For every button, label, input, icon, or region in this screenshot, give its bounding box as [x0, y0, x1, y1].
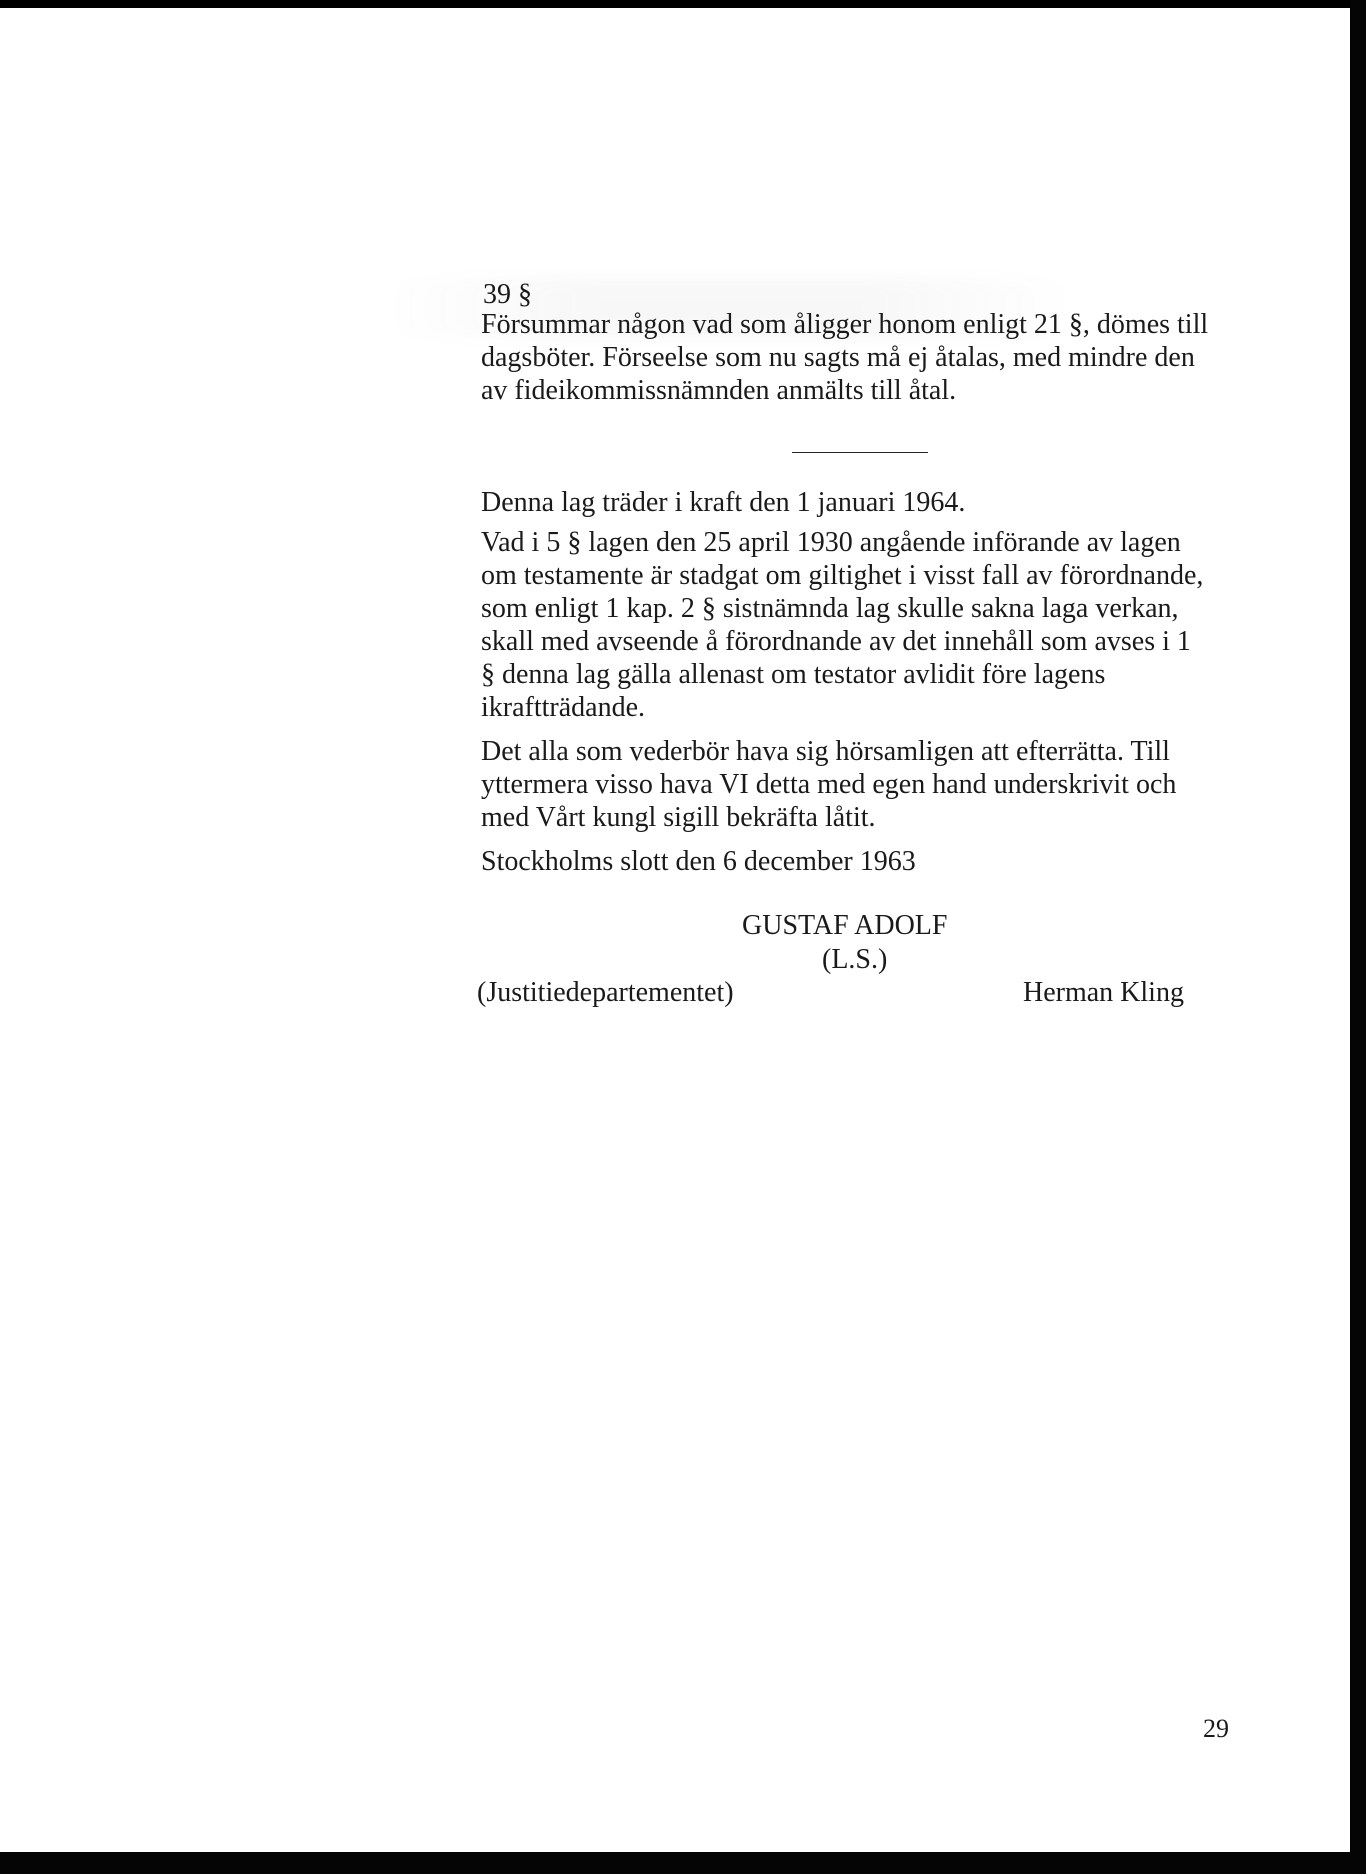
seal-mark: (L.S.)	[822, 944, 888, 975]
paragraph-effective-date: Denna lag träder i kraft den 1 januari 1964.	[481, 487, 966, 518]
paragraph-promulgation: Det alla som vederbör hava sig hörsamligen att efterrätta. Till yttermera visso hava VI detta med egen hand underskrivit och med Vårt kungl sigill bekräfta låtit.	[481, 736, 1177, 833]
scan-edge-bottom	[0, 1852, 1366, 1874]
section-text: Försummar någon vad som åligger honom enligt 21 §, dömes till dagsböter. Förseelse som nu sagts må ej åtalas, med mindre den av fideikommissnämnden anmälts till åtal.	[481, 309, 1209, 406]
department-name: (Justitiedepartementet)	[477, 977, 734, 1008]
minister-name: Herman Kling	[1023, 977, 1184, 1008]
horizontal-divider	[792, 452, 928, 453]
signatory-name: GUSTAF ADOLF	[742, 910, 948, 941]
section-number: 39 §	[483, 279, 532, 310]
document-page	[0, 8, 1350, 1852]
page-number: 29	[1203, 1714, 1229, 1743]
scan-edge-right	[1350, 0, 1366, 1874]
paragraph-transition-rule: Vad i 5 § lagen den 25 april 1930 angående införande av lagen om testamente är stadgat om giltighet i visst fall av förordnande, som enligt 1 kap. 2 § sistnämnda lag skulle sakna laga verkan, skall med avseende å förordnande av det innehåll som avses i 1 § denna lag gälla allenast om testator avlidit före lagens ikraftträdande.	[481, 527, 1204, 723]
place-date: Stockholms slott den 6 december 1963	[481, 846, 916, 877]
